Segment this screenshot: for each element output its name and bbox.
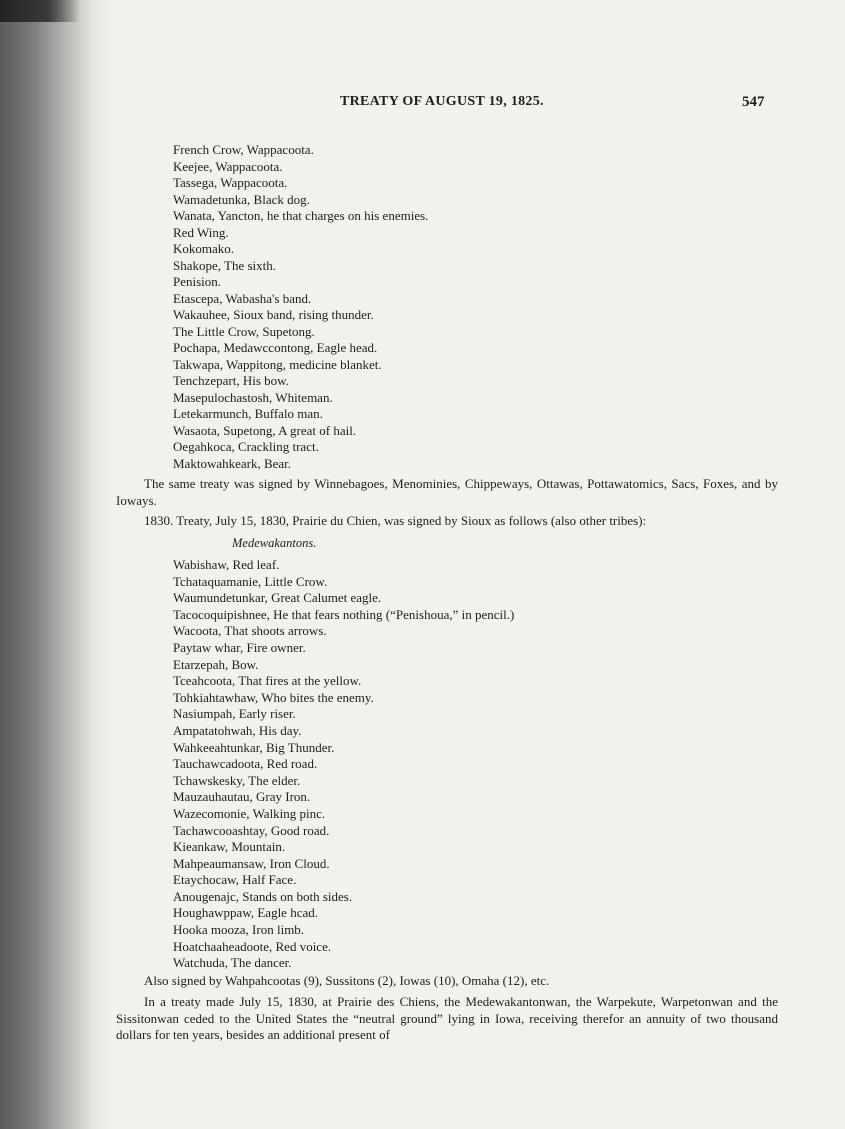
signer-entry: Letekarmunch, Buffalo man. (173, 406, 323, 421)
signer-entry: The Little Crow, Supetong. (173, 323, 315, 339)
page-corner-shadow (0, 0, 80, 22)
signer-entry: Takwapa, Wappitong, medicine blanket. (173, 356, 382, 372)
signer-entry: Wabishaw, Red leaf. (173, 557, 280, 572)
signer-entry: Tchataquamanie, Little Crow. (173, 573, 328, 589)
book-spine-shadow (0, 0, 110, 1129)
signer-entry: Shakope, The sixth. (173, 257, 277, 273)
page-number: 547 (742, 94, 765, 110)
signer-entry: Tauchawcadoota, Red road. (173, 756, 318, 772)
signers-list-1825 (173, 142, 428, 472)
signer-entry: Red Wing. (173, 224, 229, 240)
signer-entry: Mauzauhautau, Gray Iron. (173, 789, 311, 805)
signer-entry: Tachawcooashtay, Good road. (173, 822, 330, 838)
signer-entry: Kokomako. (173, 241, 235, 256)
signer-entry: Maktowahkeark, Bear. (173, 455, 292, 471)
paragraph-also-signed: Also signed by Wahpahcootas (9), Sussitons (2), Iowas (10), Omaha (12), etc. (144, 973, 550, 988)
running-title: TREATY OF AUGUST 19, 1825. (340, 94, 544, 109)
signer-entry: Etarzepah, Bow. (173, 656, 259, 672)
paragraph-same-treaty: The same treaty was signed by Winnebagoes, Menominies, Chippeways, Ottawas, Pottawatomics, Sacs, Foxes, and by Ioways. (116, 476, 778, 508)
signer-entry: Waumundetunkar, Great Calumet eagle. (173, 590, 382, 606)
signer-entry: Etascepa, Wabasha's band. (173, 290, 312, 306)
signer-entry: Anougenajc, Stands on both sides. (173, 888, 353, 904)
signer-entry: Masepulochastosh, Whiteman. (173, 389, 333, 405)
signer-entry: Penision. (173, 274, 222, 289)
signer-entry: Tchawskesky, The elder. (173, 772, 301, 788)
signer-entry: Wakauhee, Sioux band, rising thunder. (173, 307, 374, 322)
signer-entry: Keejee, Wappacoota. (173, 158, 283, 174)
signer-entry: Tacocoquipishnee, He that fears nothing (“Penishoua,” in pencil.) (173, 606, 515, 622)
signers-list-1830 (173, 557, 514, 972)
signer-entry: Houghawppaw, Eagle hcad. (173, 905, 318, 921)
signer-entry: Oegahkoca, Crackling tract. (173, 439, 319, 454)
signer-entry: Wamadetunka, Black dog. (173, 191, 310, 207)
page-header (0, 94, 845, 114)
signer-entry: Nasiumpah, Early riser. (173, 706, 296, 722)
signer-entry: Mahpeaumansaw, Iron Cloud. (173, 855, 330, 871)
signer-entry: Wahkeeahtunkar, Big Thunder. (173, 739, 335, 755)
signer-entry: Tenchzepart, His bow. (173, 373, 289, 388)
signer-entry: Paytaw whar, Fire owner. (173, 639, 306, 655)
signer-entry: Ampatatohwah, His day. (173, 722, 302, 738)
signer-entry: Watchuda, The dancer. (173, 955, 292, 971)
paragraph-1830-treaty: 1830. Treaty, July 15, 1830, Prairie du Chien, was signed by Sioux as follows (also other tribes): (144, 513, 647, 528)
signer-entry: Pochapa, Medawccontong, Eagle head. (173, 340, 378, 355)
signer-entry: Tceahcoota, That fires at the yellow. (173, 673, 362, 689)
signer-entry: French Crow, Wappacoota. (173, 142, 314, 157)
signer-entry: Tassega, Wappacoota. (173, 175, 288, 190)
band-heading: Medewakantons. (232, 536, 317, 550)
signer-entry: Wazecomonie, Walking pinc. (173, 805, 326, 821)
signer-entry: Hoatchaaheadoote, Red voice. (173, 938, 332, 954)
signer-entry: Wanata, Yancton, he that charges on his enemies. (173, 208, 429, 223)
signer-entry: Wasaota, Supetong, A great of hail. (173, 422, 357, 438)
signer-entry: Tohkiahtawhaw, Who bites the enemy. (173, 689, 374, 705)
signer-entry: Wacoota, That shoots arrows. (173, 623, 327, 639)
signer-entry: Hooka mooza, Iron limb. (173, 922, 305, 938)
signer-entry: Kieankaw, Mountain. (173, 839, 286, 855)
paragraph-neutral-ground: In a treaty made July 15, 1830, at Prairie des Chiens, the Medewakantonwan, the Warpekute, Warpetonwan and the Sissitonwan ceded to the United States the “neutral ground” lying in Iowa, receiving therefor an annuity of two thousand dollars for ten years, besides an additional present of (116, 994, 778, 1043)
signer-entry: Etaychocaw, Half Face. (173, 872, 297, 888)
